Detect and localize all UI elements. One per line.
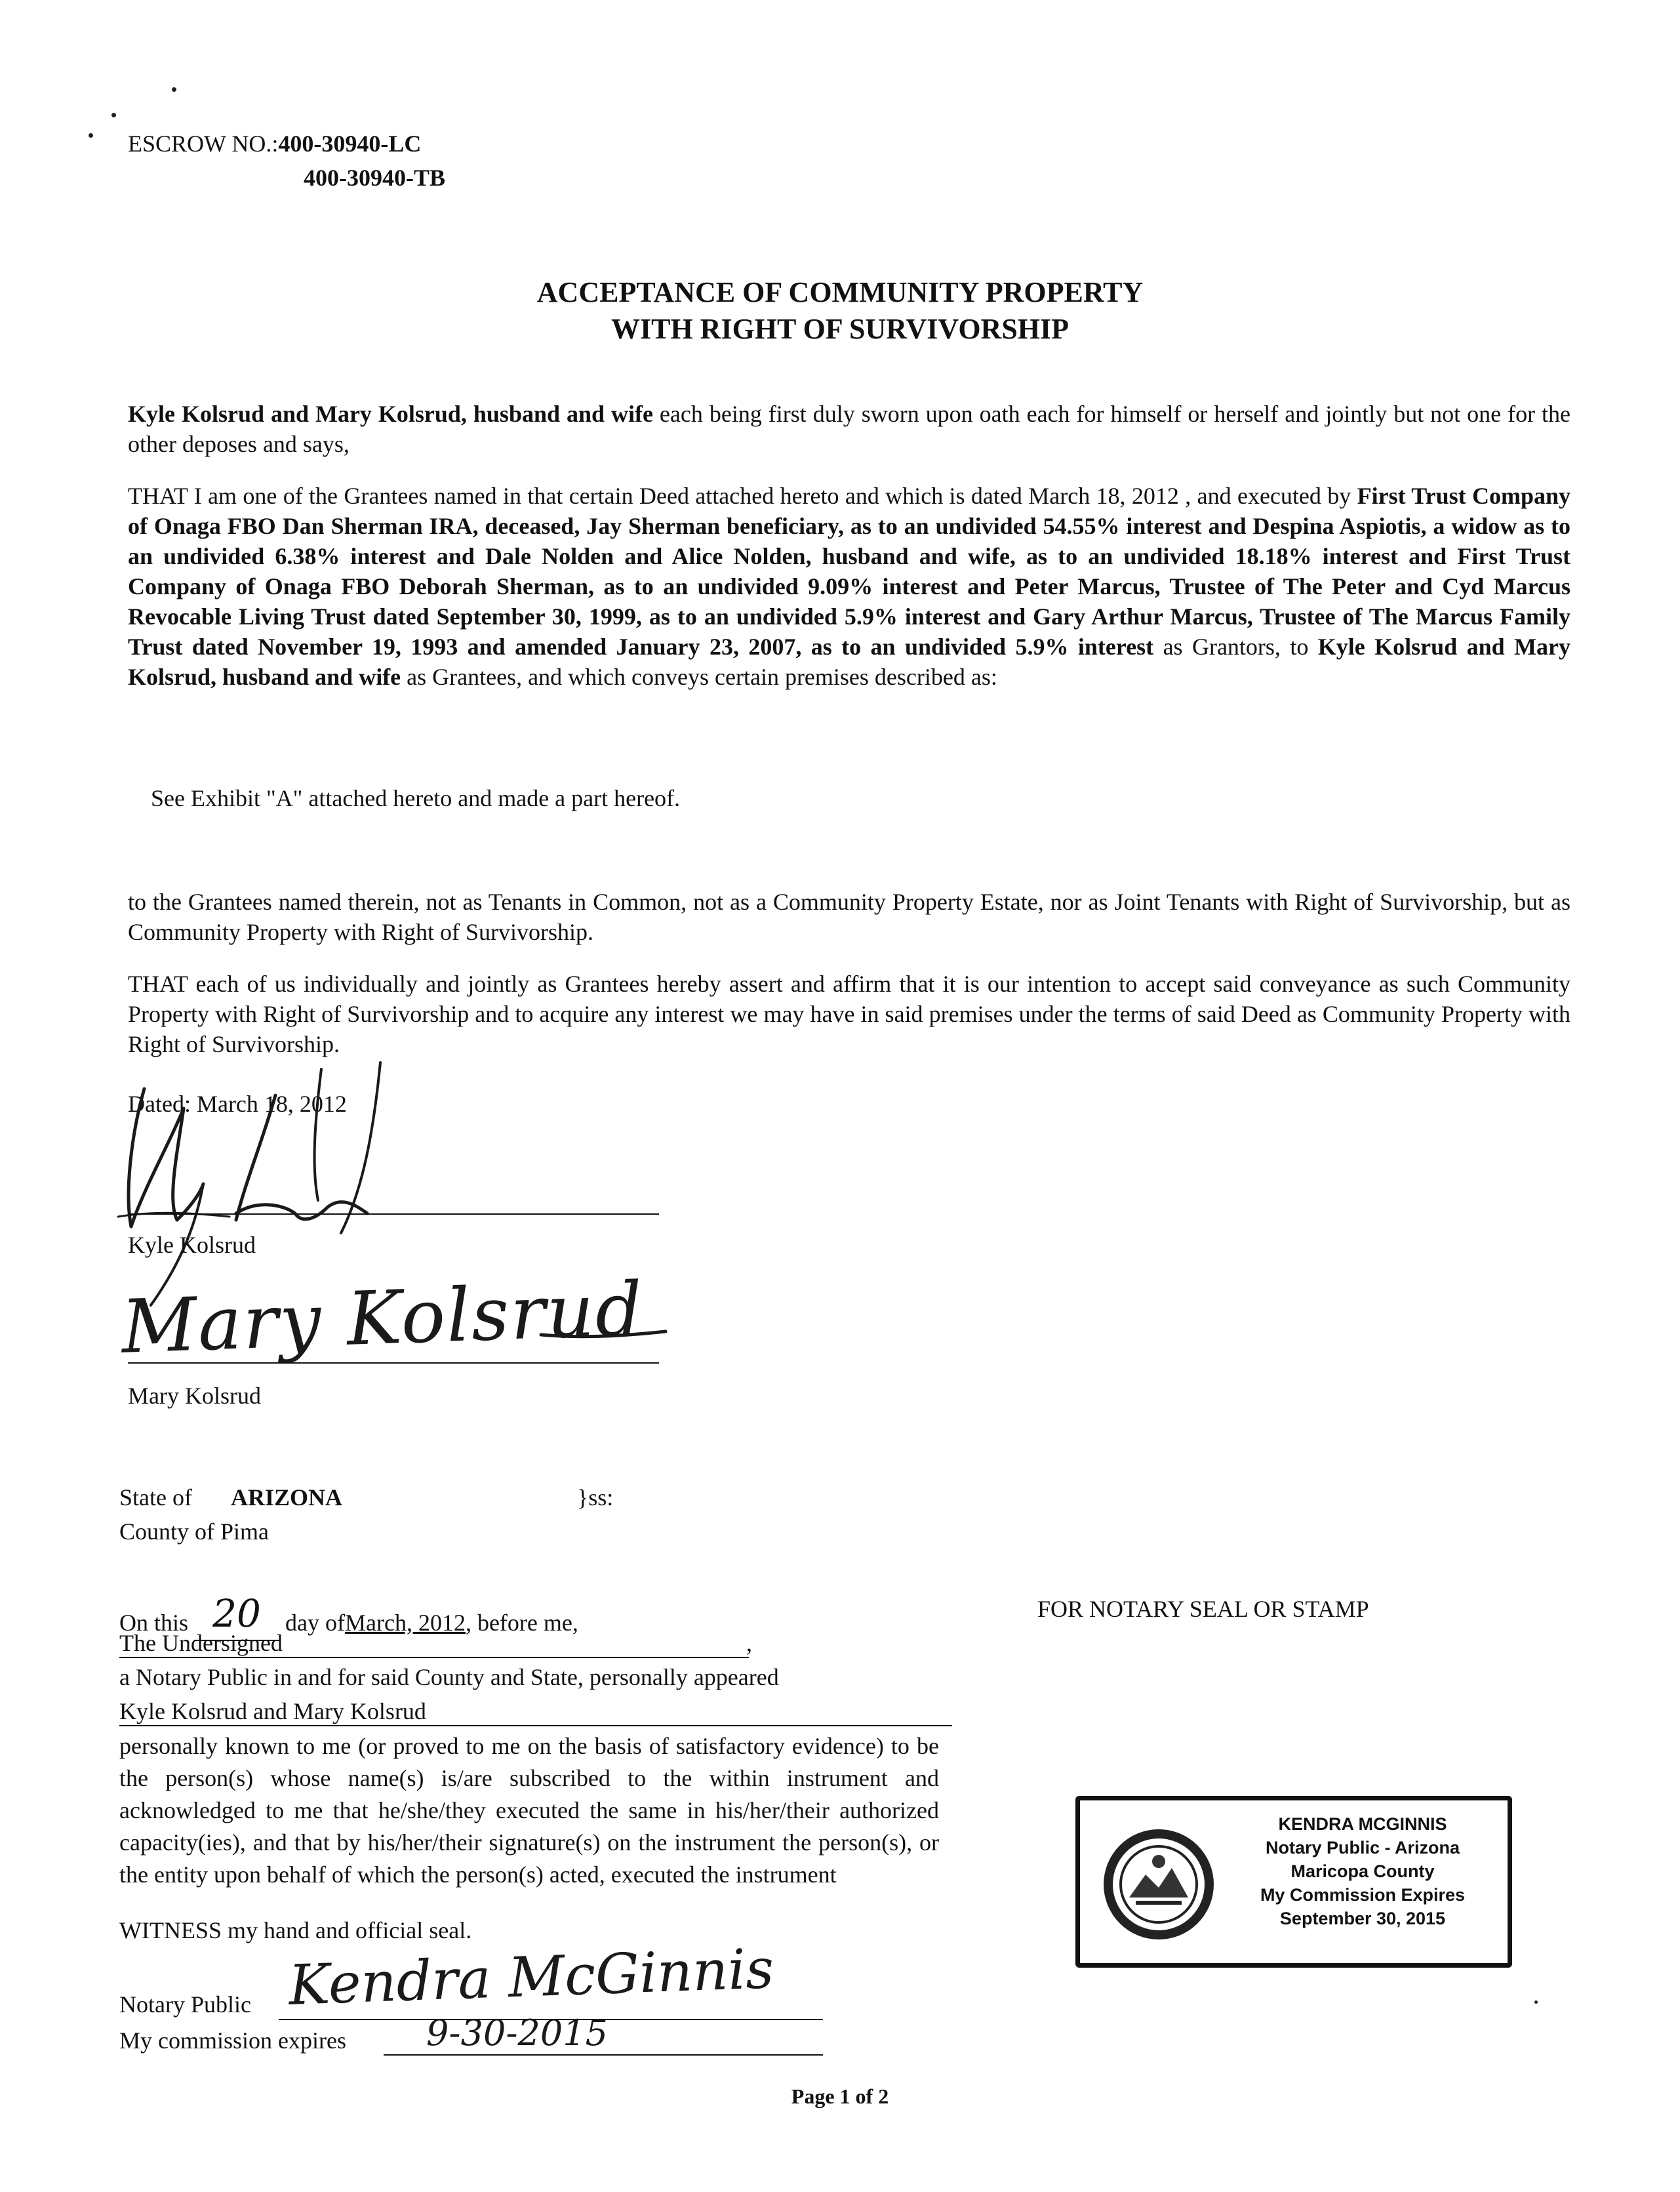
scan-speck bbox=[1534, 2000, 1538, 2004]
scan-speck bbox=[172, 87, 176, 92]
stamp-text bbox=[1231, 1812, 1494, 1930]
arizona-state-seal-icon bbox=[1100, 1825, 1218, 1943]
affirmation-paragraph: THAT each of us individually and jointly as Grantees hereby assert and affirm that it is our intention to accept said conveyance as such Community Property with Right of Survivorship and to acquire any interest we may have in said premises under the terms of said Deed as Community Property with Right of Survivorship. bbox=[128, 971, 1570, 1057]
escrow-number-2: 400-30940-TB bbox=[304, 165, 445, 191]
para1-tail: as Grantees, and which conveys certain premises described as: bbox=[401, 664, 997, 690]
commission-expires-line bbox=[384, 2054, 823, 2056]
tenancy-paragraph: to the Grantees named therein, not as Tenants in Common, not as a Community Property Estate, nor as Joint Tenants with Right of Survivorship, but as Community Property with Right of Survivorship. bbox=[128, 889, 1570, 945]
intro-text: each being first duly sworn upon oath each for himself or herself and jointly but not one for the other deposes and says, bbox=[128, 401, 1571, 457]
para1-mid: as Grantors, to bbox=[1153, 634, 1318, 660]
para1-lead: THAT I am one of the Grantees named in that certain Deed attached hereto and which is dated March 18, 2012 , and executed by bbox=[128, 483, 1357, 509]
scan-speck bbox=[111, 113, 116, 117]
stamp-expires-date: September 30, 2015 bbox=[1279, 1909, 1446, 1928]
county-value: Pima bbox=[220, 1518, 270, 1545]
county-label: County of bbox=[119, 1518, 215, 1545]
witness-line: WITNESS my hand and official seal. bbox=[119, 1917, 472, 1943]
escrow-number-1: 400-30940-LC bbox=[278, 131, 422, 157]
kyle-signature bbox=[105, 1049, 472, 1312]
notary-public-label: Notary Public bbox=[119, 1991, 251, 2018]
intro-parties: Kyle Kolsrud and Mary Kolsrud, husband and wife bbox=[128, 401, 653, 427]
document-title-line2: WITH RIGHT OF SURVIVORSHIP bbox=[610, 313, 1070, 345]
stamp-name: KENDRA MCGINNIS bbox=[1278, 1814, 1447, 1834]
stamp-expires-label: My Commission Expires bbox=[1260, 1885, 1466, 1905]
page-number: Page 1 of 2 bbox=[791, 2084, 889, 2108]
signer1-name: Kyle Kolsrud bbox=[128, 1232, 256, 1258]
stamp-title: Notary Public - Arizona bbox=[1265, 1838, 1460, 1857]
on-this-label: On this bbox=[119, 1610, 189, 1636]
state-label: State of bbox=[119, 1484, 192, 1511]
day-handwritten: 20 bbox=[212, 1591, 261, 1636]
ss-marker: }ss: bbox=[577, 1484, 614, 1511]
signer2-name: Mary Kolsrud bbox=[128, 1383, 261, 1409]
before-me: , before me, bbox=[465, 1610, 578, 1636]
para1-grantees: Kyle Kolsrud and Mary Kolsrud, husband and wife bbox=[128, 634, 1570, 690]
state-line bbox=[119, 1484, 342, 1511]
para1-grantors: First Trust Company of Onaga FBO Dan Sherman IRA, deceased, Jay Sherman beneficiary, as to an undivided 54.55% interest and Despina Aspiotis, a widow as to an undivided 6.38% interest and Dale Nolden and Alice Nolden, husband and wife, as to an undivided 18.18% interest and First Trust Company of Onaga FBO Deborah Sherman, as to an undivided 9.09% interest and Peter Marcus, Trustee of The Peter and Cyd Marcus Revocable Living Trust dated September 30, 1999, as to an undivided 5.9% interest and Gary Arthur Marcus, Trustee of The Marcus Family Trust dated November 19, 1993 and amended January 23, 2007, as to an undivided 5.9% interest bbox=[128, 483, 1571, 660]
mary-signature: Mary Kolsrud bbox=[119, 1267, 645, 1370]
notary-appeared-text: a Notary Public in and for said County and State, personally appeared bbox=[119, 1664, 779, 1690]
commission-expires-handwritten: 9-30-2015 bbox=[426, 2012, 608, 2054]
notary-seal-label: FOR NOTARY SEAL OR STAMP bbox=[1037, 1596, 1369, 1622]
notary-stamp bbox=[1075, 1796, 1512, 1968]
document-title-line1: ACCEPTANCE OF COMMUNITY PROPERTY bbox=[536, 276, 1144, 308]
grantee-paragraph bbox=[128, 481, 1570, 692]
month-year: March, 2012 bbox=[344, 1610, 466, 1636]
escrow-number-block bbox=[128, 130, 421, 157]
exhibit-reference: See Exhibit "A" attached hereto and made a part hereof. bbox=[151, 785, 681, 811]
commission-expires-label: My commission expires bbox=[119, 2027, 346, 2054]
undersigned-field bbox=[119, 1629, 749, 1658]
escrow-label: ESCROW NO.: bbox=[128, 131, 279, 157]
county-line bbox=[119, 1518, 269, 1545]
undersigned-value: The Undersigned bbox=[119, 1630, 283, 1656]
notary-body-text: personally known to me (or proved to me on the basis of satisfactory evidence) to be the person(s) whose name(s) is/are subscribed to the within instrument and acknowledged to me that he/she/they executed the same in his/her/their authorized capacity(ies), and that by his/her/their signature(s) on the instrument the person(s), or the entity upon behalf of which the person(s) acted, executed the instrument bbox=[119, 1733, 939, 1888]
day-of-label: day of bbox=[285, 1610, 345, 1636]
dated-line: Dated: March 18, 2012 bbox=[128, 1091, 347, 1117]
stamp-county: Maricopa County bbox=[1290, 1861, 1435, 1881]
notary-signature: Kendra McGinnis bbox=[287, 1936, 775, 2018]
scan-speck bbox=[89, 133, 93, 138]
appeared-names-field bbox=[119, 1697, 952, 1726]
appeared-names: Kyle Kolsrud and Mary Kolsrud bbox=[119, 1698, 426, 1724]
kyle-signature-line bbox=[128, 1213, 659, 1215]
mary-signature-line bbox=[128, 1362, 659, 1364]
undersigned-comma: , bbox=[746, 1630, 752, 1656]
intro-paragraph bbox=[128, 399, 1570, 459]
state-value: ARIZONA bbox=[230, 1484, 342, 1511]
